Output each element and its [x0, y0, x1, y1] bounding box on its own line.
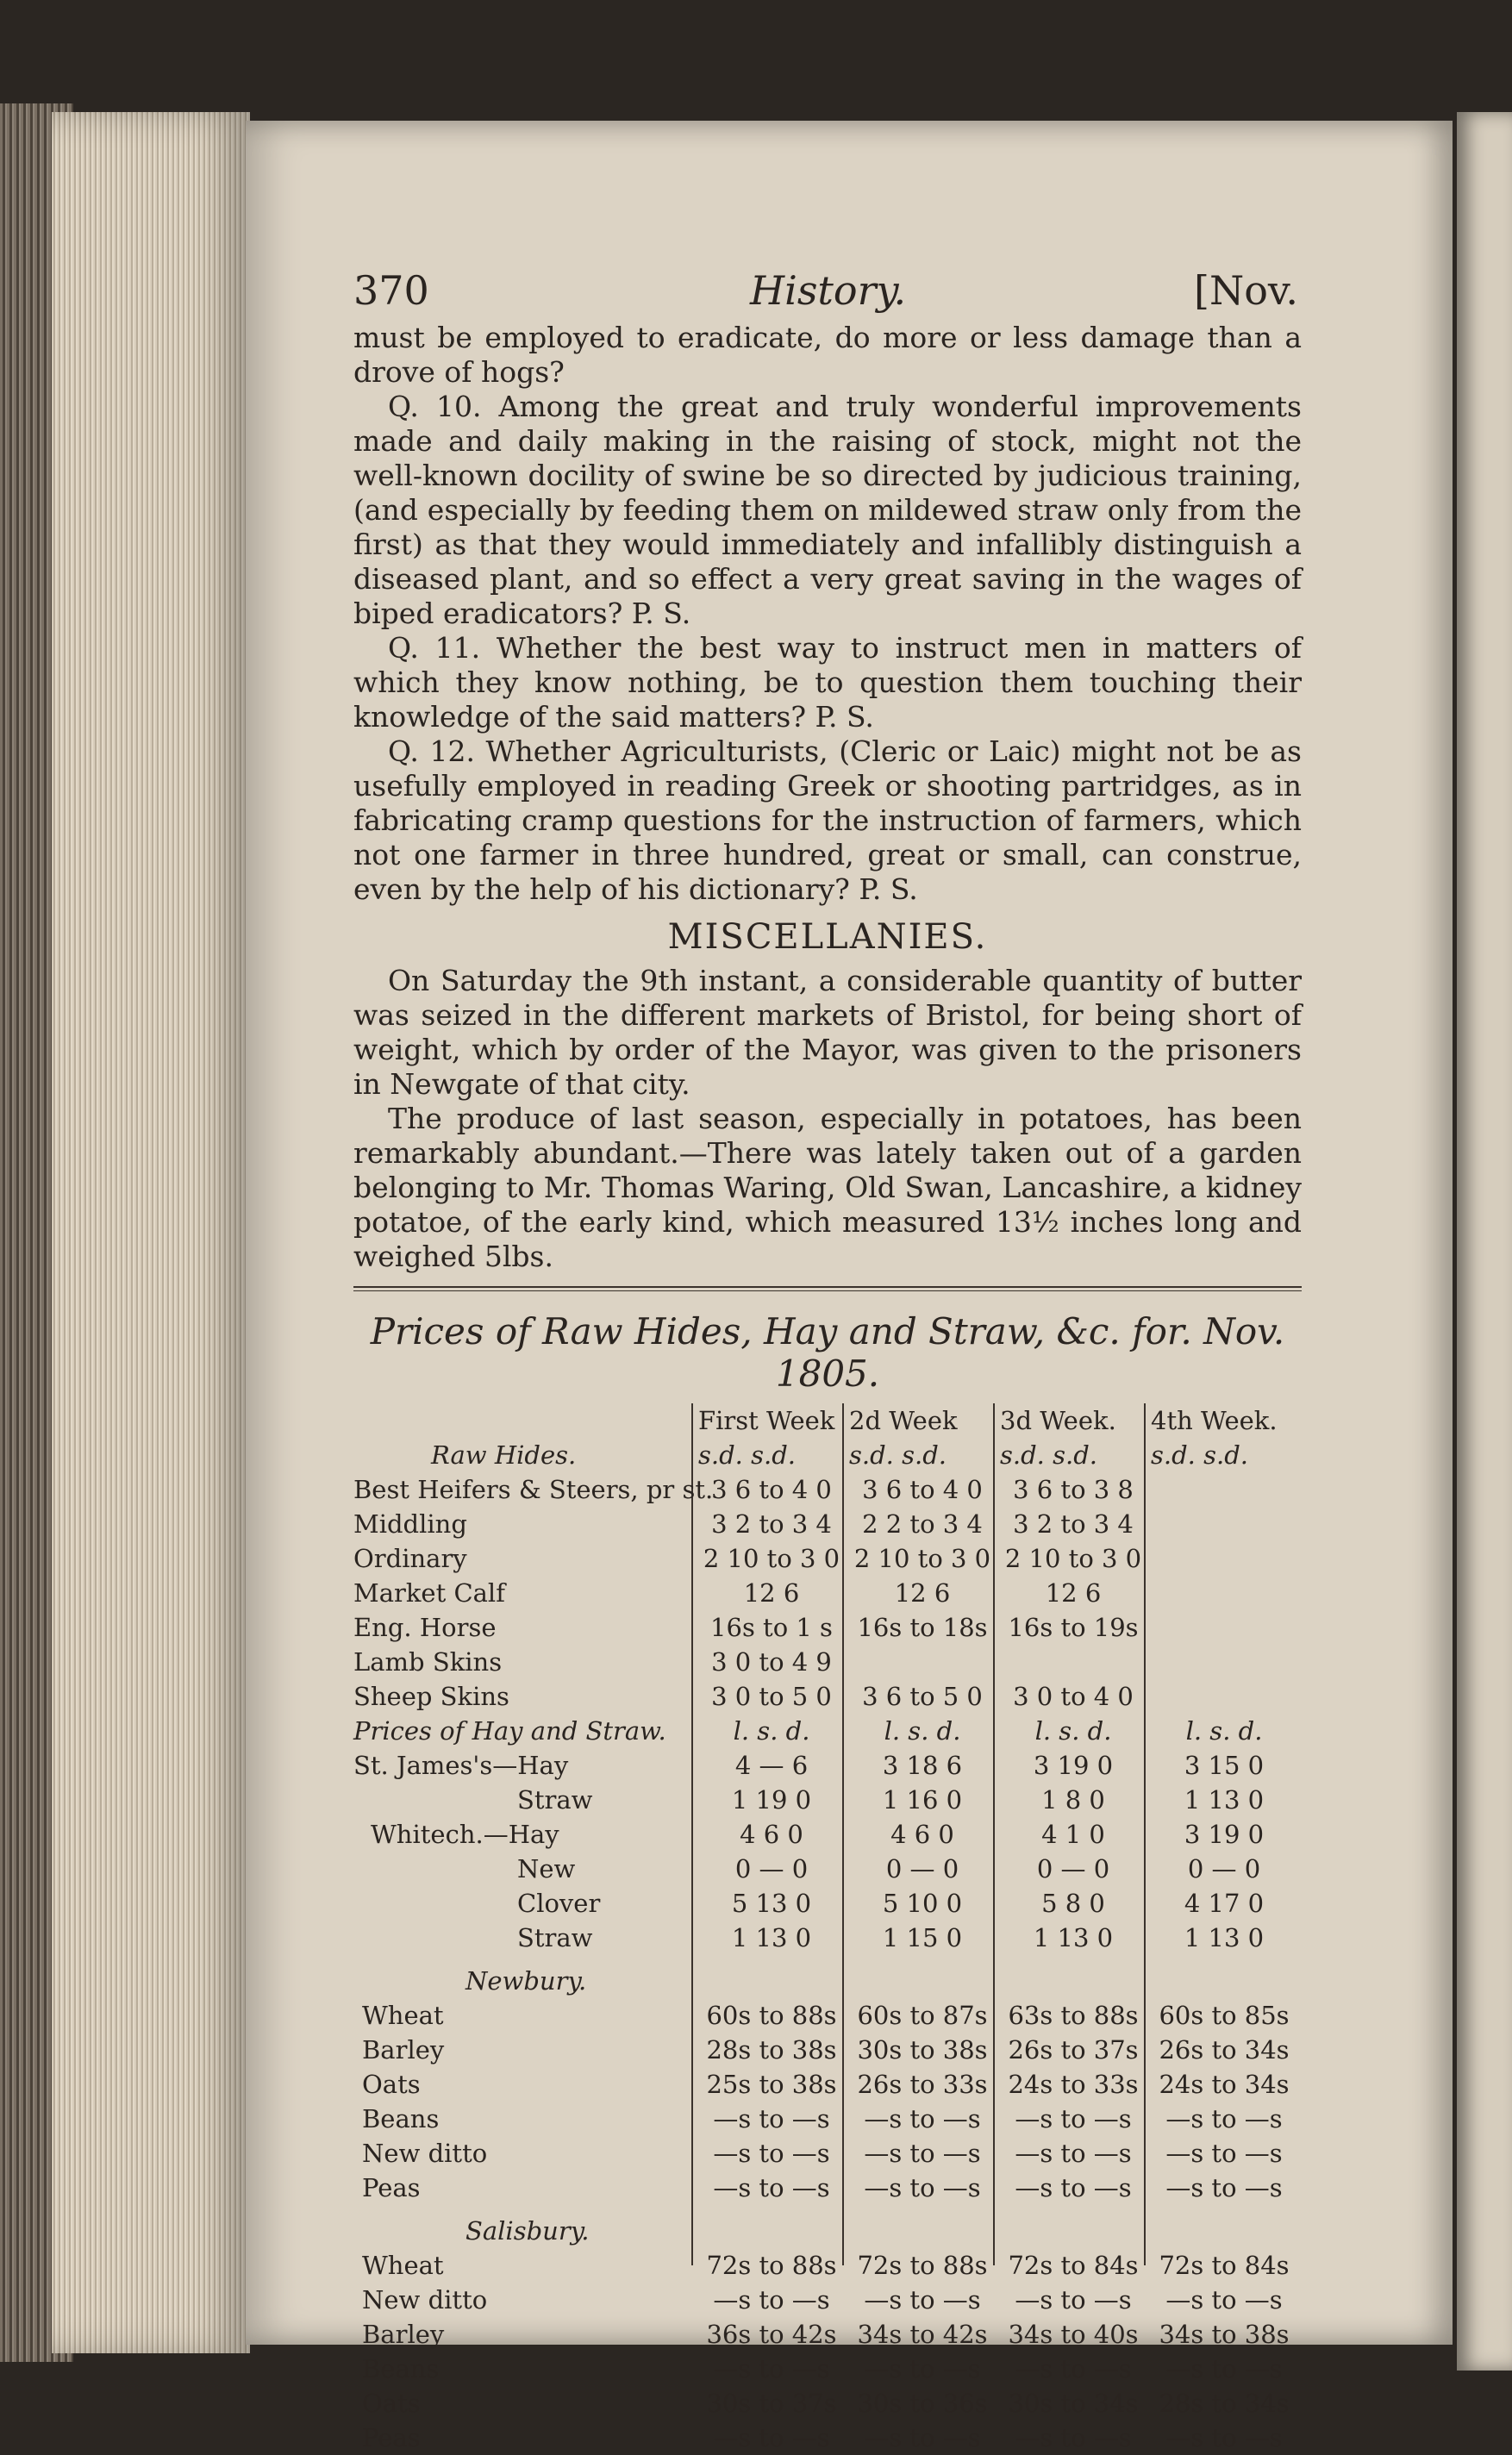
row-label: Wheat	[362, 2251, 444, 2280]
section-label: Salisbury.	[465, 2216, 590, 2246]
page-content	[353, 259, 1302, 2452]
price-cell: 25s to 38s	[706, 2070, 837, 2099]
price-cell: 72s to 88s	[857, 2251, 988, 2280]
price-cell: 26s to 34s	[1159, 2035, 1290, 2065]
price-cell: 4 1 0	[1041, 1820, 1105, 1849]
paragraph: On Saturday the 9th instant, a considerable quantity of butter was seized in the different markets of Bristol, for being short of weight, which by order of the Mayor, was given to the prisoners in Newgate of that city.	[353, 964, 1302, 1101]
price-cell: 12 6	[743, 1578, 800, 1608]
price-cell: —s to —s	[864, 2139, 981, 2168]
price-cell: —s to —s	[864, 2423, 981, 2452]
week-header: 4th Week.	[1151, 1406, 1278, 1435]
price-cell: —s to —s	[1165, 2423, 1283, 2452]
week-header: 2d Week	[849, 1406, 958, 1435]
price-cell: 3 6 to 3 8	[1013, 1475, 1134, 1504]
price-cell: 2 10 to 3 0	[853, 1544, 991, 1573]
row-label: Oats	[362, 2070, 421, 2099]
section-label: Newbury.	[465, 1966, 587, 1996]
price-cell: 1 13 0	[1184, 1923, 1265, 1952]
running-title: History.	[750, 267, 907, 314]
row-label: Oats	[362, 2389, 421, 2418]
row-label: Lamb Skins	[353, 1647, 503, 1677]
row-label: Peas	[362, 2423, 421, 2452]
price-cell: 5 10 0	[882, 1889, 963, 1918]
price-cell: —s to —s	[1015, 2139, 1132, 2168]
facing-page-edge	[1457, 112, 1512, 2371]
price-cell: 3 0 to 4 9	[711, 1647, 832, 1677]
column-divider	[691, 1403, 693, 2265]
price-cell: 28s to 34s	[1159, 2389, 1290, 2418]
page-number: 370	[353, 267, 429, 314]
row-label: Barley	[362, 2035, 445, 2065]
price-cell: 3 6 to 4 0	[862, 1475, 983, 1504]
price-cell: 3 19 0	[1033, 1751, 1114, 1780]
row-label: New	[517, 1854, 576, 1883]
running-header	[353, 259, 1302, 321]
price-cell: 3 6 to 5 0	[862, 1682, 983, 1711]
price-cell: 3 2 to 3 4	[711, 1509, 832, 1539]
price-cell: —s to —s	[1015, 2423, 1132, 2452]
price-cell: 3 6 to 4 0	[711, 1475, 832, 1504]
price-cell: 16s to 19s	[1008, 1613, 1139, 1642]
price-cell: 34s to 40s	[1008, 2320, 1139, 2349]
price-cell: 12 6	[1045, 1578, 1102, 1608]
price-cell: 3 15 0	[1184, 1751, 1265, 1780]
price-cell: 2 2 to 3 4	[862, 1509, 983, 1539]
price-cell: —s to —s	[864, 2285, 981, 2314]
price-cell: 2 10 to 3 0	[1004, 1544, 1142, 1573]
price-cell: 1 19 0	[731, 1785, 812, 1815]
row-label: Beans	[362, 2354, 440, 2383]
price-cell: 34s to 38s	[1159, 2320, 1290, 2349]
price-cell: 72s to 84s	[1008, 2251, 1139, 2280]
price-cell: —s to —s	[1165, 2173, 1283, 2202]
section-label: Prices of Hay and Straw.	[353, 1716, 666, 1746]
price-cell: 1 16 0	[882, 1785, 963, 1815]
price-cell: 34s to 42s	[857, 2320, 988, 2349]
price-cell: 0 — 0	[1187, 1854, 1261, 1883]
price-cell: —s to —s	[1165, 2285, 1283, 2314]
price-cell: —s to —s	[1015, 2104, 1132, 2133]
price-cell: 2 10 to 3 0	[703, 1544, 840, 1573]
price-cell: 1 15 0	[882, 1923, 963, 1952]
price-cell: —s to —s	[1015, 2354, 1132, 2383]
unit-label: l. s. d.	[733, 1716, 810, 1746]
price-cell: —s to —s	[713, 2423, 830, 2452]
paragraph: The produce of last season, especially in potatoes, has been remarkably abundant.—There was lately taken out of a garden belonging to Mr. Thomas Waring, Old Swan, Lancashire, a kidney potatoe, of the early kind, which measured 13½ inches long and weighed 5lbs.	[353, 1102, 1302, 1273]
paragraph: Q. 11. Whether the best way to instruct men in matters of which they know nothing, be to question them touching their knowledge of the said matters? P. S.	[353, 631, 1302, 734]
price-cell: 0 — 0	[885, 1854, 959, 1883]
price-cell: 3 2 to 3 4	[1013, 1509, 1134, 1539]
price-cell: 3 19 0	[1184, 1820, 1265, 1849]
row-label: Sheep Skins	[353, 1682, 509, 1711]
unit-label: s.d. s.d.	[849, 1440, 947, 1470]
price-cell: 0 — 0	[1036, 1854, 1110, 1883]
price-cell: 1 13 0	[731, 1923, 812, 1952]
price-cell: 63s to 88s	[1008, 2001, 1139, 2030]
price-cell: 12 6	[894, 1578, 951, 1608]
price-cell: 4 6 0	[890, 1820, 954, 1849]
price-cell: —s to —s	[864, 2173, 981, 2202]
price-cell: 24s to 34s	[1159, 2070, 1290, 2099]
price-cell: 60s to 87s	[857, 2001, 988, 2030]
price-cell: 3 0 to 4 0	[1013, 1682, 1134, 1711]
price-cell: —s to —s	[713, 2285, 830, 2314]
row-label: Clover	[517, 1889, 601, 1918]
row-label: Market Calf	[353, 1578, 505, 1608]
price-cell: —s to —s	[713, 2139, 830, 2168]
section-heading: MISCELLANIES.	[667, 917, 988, 957]
price-cell: —s to —s	[713, 2354, 830, 2383]
row-label: Ordinary	[353, 1544, 467, 1573]
price-cell: 1 8 0	[1041, 1785, 1105, 1815]
price-cell: 4 6 0	[740, 1820, 803, 1849]
row-label: Barley	[362, 2320, 445, 2349]
row-label: Middling	[353, 1509, 467, 1539]
price-cell: 36s to 42s	[706, 2320, 837, 2349]
unit-label: l. s. d.	[884, 1716, 961, 1746]
running-month: [Nov.	[1194, 267, 1299, 314]
paragraph: must be employed to eradicate, do more or less damage than a drove of hogs?	[353, 321, 1302, 389]
price-cell: —s to —s	[864, 2104, 981, 2133]
price-cell: 3 0 to 5 0	[711, 1682, 832, 1711]
price-cell: 60s to 88s	[706, 2001, 837, 2030]
unit-label: l. s. d.	[1185, 1716, 1263, 1746]
week-header: First Week	[698, 1406, 835, 1435]
row-label: Straw	[517, 1785, 593, 1815]
price-cell: 1 13 0	[1033, 1923, 1114, 1952]
row-label: Wheat	[362, 2001, 444, 2030]
paragraph: Q. 10. Among the great and truly wonderful improvements made and daily making in the raising of stock, might not the well-known docility of swine be so directed by judicious training, (and especially by feeding them on mildewed straw only from the first) as that they would immediately and infallibly distinguish a diseased plant, and so effect a very great saving in the wages of biped eradicators? P. S.	[353, 390, 1302, 630]
week-header: 3d Week.	[1000, 1406, 1116, 1435]
price-cell: 26s to 33s	[857, 2070, 988, 2099]
price-cell: 30s to 38s	[857, 2035, 988, 2065]
price-cell: 72s to 88s	[706, 2251, 837, 2280]
price-cell: —s to —s	[1015, 2285, 1132, 2314]
price-cell: 30s to 34s	[1008, 2389, 1139, 2418]
price-cell: 4 — 6	[734, 1751, 809, 1780]
price-cell: 3 18 6	[882, 1751, 963, 1780]
price-cell: 0 — 0	[734, 1854, 809, 1883]
row-label: New ditto	[362, 2139, 488, 2168]
price-cell: —s to —s	[1165, 2139, 1283, 2168]
unit-label: s.d. s.d.	[1000, 1440, 1097, 1470]
row-label: Best Heifers & Steers, pr st.	[353, 1475, 714, 1504]
price-cell: 28s to 38s	[706, 2035, 837, 2065]
price-table	[353, 1403, 1302, 2452]
price-cell: 16s to 1 s	[710, 1613, 833, 1642]
row-label: Eng. Horse	[353, 1613, 497, 1642]
price-cell: —s to —s	[1165, 2104, 1283, 2133]
price-cell: 72s to 84s	[1159, 2251, 1290, 2280]
table-title: Prices of Raw Hides, Hay and Straw, &c. for. Nov. 1805.	[370, 1310, 1285, 1395]
price-cell: 5 13 0	[731, 1889, 812, 1918]
unit-label: s.d. s.d.	[698, 1440, 796, 1470]
price-cell: —s to —s	[713, 2104, 830, 2133]
row-label: Straw	[517, 1923, 593, 1952]
price-cell: 60s to 85s	[1159, 2001, 1290, 2030]
price-cell: —s to —s	[713, 2173, 830, 2202]
price-cell: —s to —s	[864, 2354, 981, 2383]
price-cell: 30s to 36s	[857, 2389, 988, 2418]
price-cell: 30s to 37s	[706, 2389, 837, 2418]
price-cell: 24s to 33s	[1008, 2070, 1139, 2099]
unit-label: l. s. d.	[1034, 1716, 1112, 1746]
price-cell: —s to —s	[1165, 2354, 1283, 2383]
price-cell: 16s to 18s	[857, 1613, 988, 1642]
row-label: Peas	[362, 2173, 421, 2202]
price-cell: 26s to 37s	[1008, 2035, 1139, 2065]
row-label: Whitech.—Hay	[371, 1820, 559, 1849]
price-cell: —s to —s	[1015, 2173, 1132, 2202]
price-cell: 1 13 0	[1184, 1785, 1265, 1815]
row-label: New ditto	[362, 2285, 488, 2314]
row-label: St. James's—Hay	[353, 1751, 569, 1780]
page-stack	[52, 112, 250, 2353]
price-cell: 5 8 0	[1041, 1889, 1105, 1918]
double-rule	[353, 1286, 1302, 1291]
paragraph: Q. 12. Whether Agriculturists, (Cleric or Laic) might not be as usefully employed in reading Greek or shooting partridges, as in fabricating cramp questions for the instruction of farmers, which not one farmer in three hundred, great or small, can construe, even by the help of his dictionary? P. S.	[353, 734, 1302, 906]
section-label: Raw Hides.	[431, 1440, 577, 1470]
unit-label: s.d. s.d.	[1151, 1440, 1248, 1470]
price-cell: 4 17 0	[1184, 1889, 1265, 1918]
row-label: Beans	[362, 2104, 440, 2133]
